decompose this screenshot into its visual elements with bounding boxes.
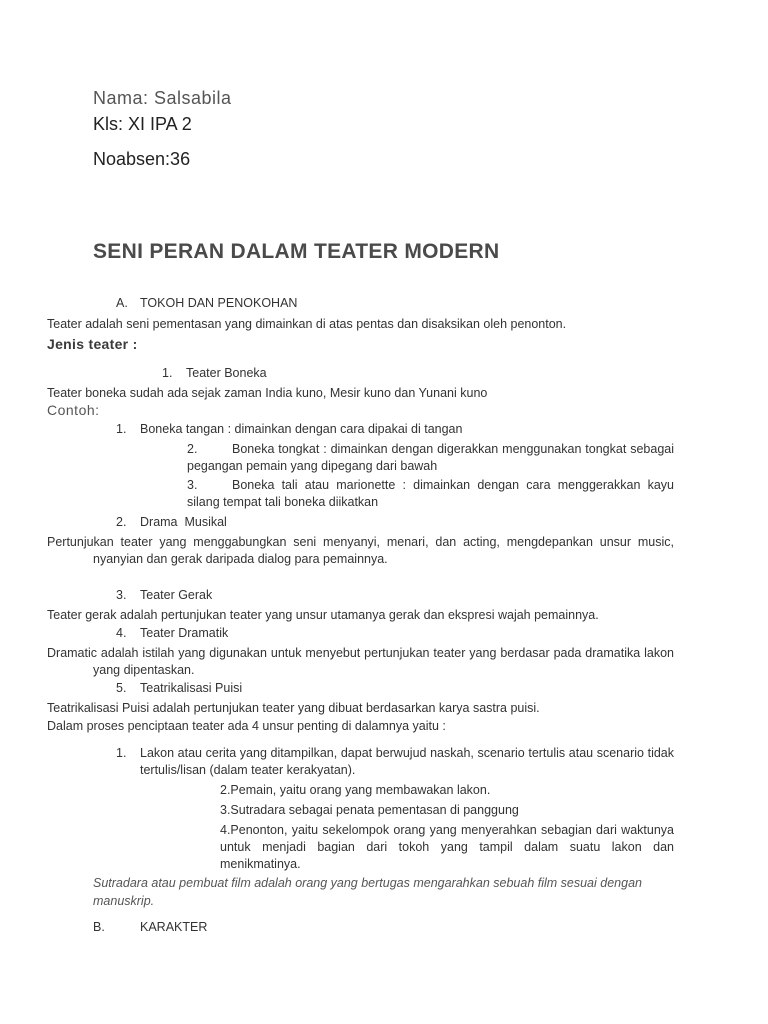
sutradara-note: Sutradara atau pembuat film adalah orang yang bertugas mengarahkan sebuah film sesuai dengan manuskrip.	[93, 876, 642, 908]
section-b-heading: KARAKTER	[140, 920, 208, 934]
boneka-1-text: Boneka tangan : dimainkan dengan cara dipakai di tangan	[140, 422, 463, 436]
teater-definition: Teater adalah seni pementasan yang dimainkan di atas pentas dan disaksikan oleh penonton.	[47, 317, 567, 331]
jenis-item-5-label: Teatrikalisasi Puisi	[140, 681, 243, 695]
jenis-item-1-label: Teater Boneka	[186, 366, 267, 380]
unsur-1-marker: 1.	[116, 746, 127, 760]
boneka-1-marker: 1.	[116, 422, 127, 436]
jenis-item-5-marker: 5.	[116, 681, 127, 695]
jenis-item-5-description: Teatrikalisasi Puisi adalah pertunjukan teater yang dibuat berdasarkan karya sastra puisi.	[47, 701, 540, 715]
jenis-item-2-description: Pertunjukan teater yang menggabungkan seni menyanyi, menari, dan acting, mengdepankan unsur music, nyanyian dan gerak daripada dialog para pemainnya.	[47, 535, 674, 566]
jenis-item-1-marker: 1.	[162, 366, 173, 380]
jenis-item-3-label: Teater Gerak	[140, 588, 213, 602]
section-a-heading: TOKOH DAN PENOKOHAN	[140, 296, 298, 310]
section-a-marker: A.	[116, 296, 128, 310]
unsur-intro: Dalam proses penciptaan teater ada 4 unsur penting di dalamnya yaitu :	[47, 719, 446, 733]
jenis-item-4-marker: 4.	[116, 626, 127, 640]
contoh-label: Contoh:	[47, 402, 100, 418]
jenis-teater-label: Jenis teater :	[47, 336, 138, 352]
unsur-1-text: Lakon atau cerita yang ditampilkan, dapat berwujud naskah, scenario tertulis atau scenario tidak tertulis/lisan (dalam teater kerakyatan).	[140, 746, 674, 777]
jenis-item-2-label: Drama Musikal	[140, 515, 227, 529]
jenis-item-1-description: Teater boneka sudah ada sejak zaman India kuno, Mesir kuno dan Yunani kuno	[47, 386, 488, 400]
student-absence-number: Noabsen:36	[93, 149, 191, 169]
student-name: Nama: Salsabila	[93, 88, 232, 108]
boneka-2-marker: 2.	[187, 442, 198, 456]
unsur-4-text: 4.Penonton, yaitu sekelompok orang yang menyerahkan sebagian dari waktunya untuk menjadi bagian dari tokoh yang tampil dalam suatu lakon dan menikmatinya.	[220, 823, 674, 871]
jenis-item-4-description: Dramatic adalah istilah yang digunakan untuk menyebut pertunjukan teater yang berdasar pada dramatika lakon yang dipentaskan.	[47, 646, 674, 677]
jenis-item-4-label: Teater Dramatik	[140, 626, 229, 640]
boneka-2-text: Boneka tongkat : dimainkan dengan digerakkan menggunakan tongkat sebagai pegangan pemain yang dipegang dari bawah	[187, 442, 674, 473]
boneka-3-marker: 3.	[187, 478, 198, 492]
jenis-item-3-description: Teater gerak adalah pertunjukan teater yang unsur utamanya gerak dan ekspresi wajah pemainnya.	[47, 608, 599, 622]
unsur-2-text: 2.Pemain, yaitu orang yang membawakan lakon.	[220, 783, 491, 797]
unsur-3-text: 3.Sutradara sebagai penata pementasan di panggung	[220, 803, 519, 817]
page-title: SENI PERAN DALAM TEATER MODERN	[93, 240, 500, 263]
section-b-marker: B.	[93, 920, 105, 934]
student-class: Kls: XI IPA 2	[93, 114, 192, 134]
jenis-item-3-marker: 3.	[116, 588, 127, 602]
jenis-item-2-marker: 2.	[116, 515, 127, 529]
boneka-3-text: Boneka tali atau marionette : dimainkan dengan cara menggerakkan kayu silang tempat tali boneka diikatkan	[187, 478, 674, 509]
